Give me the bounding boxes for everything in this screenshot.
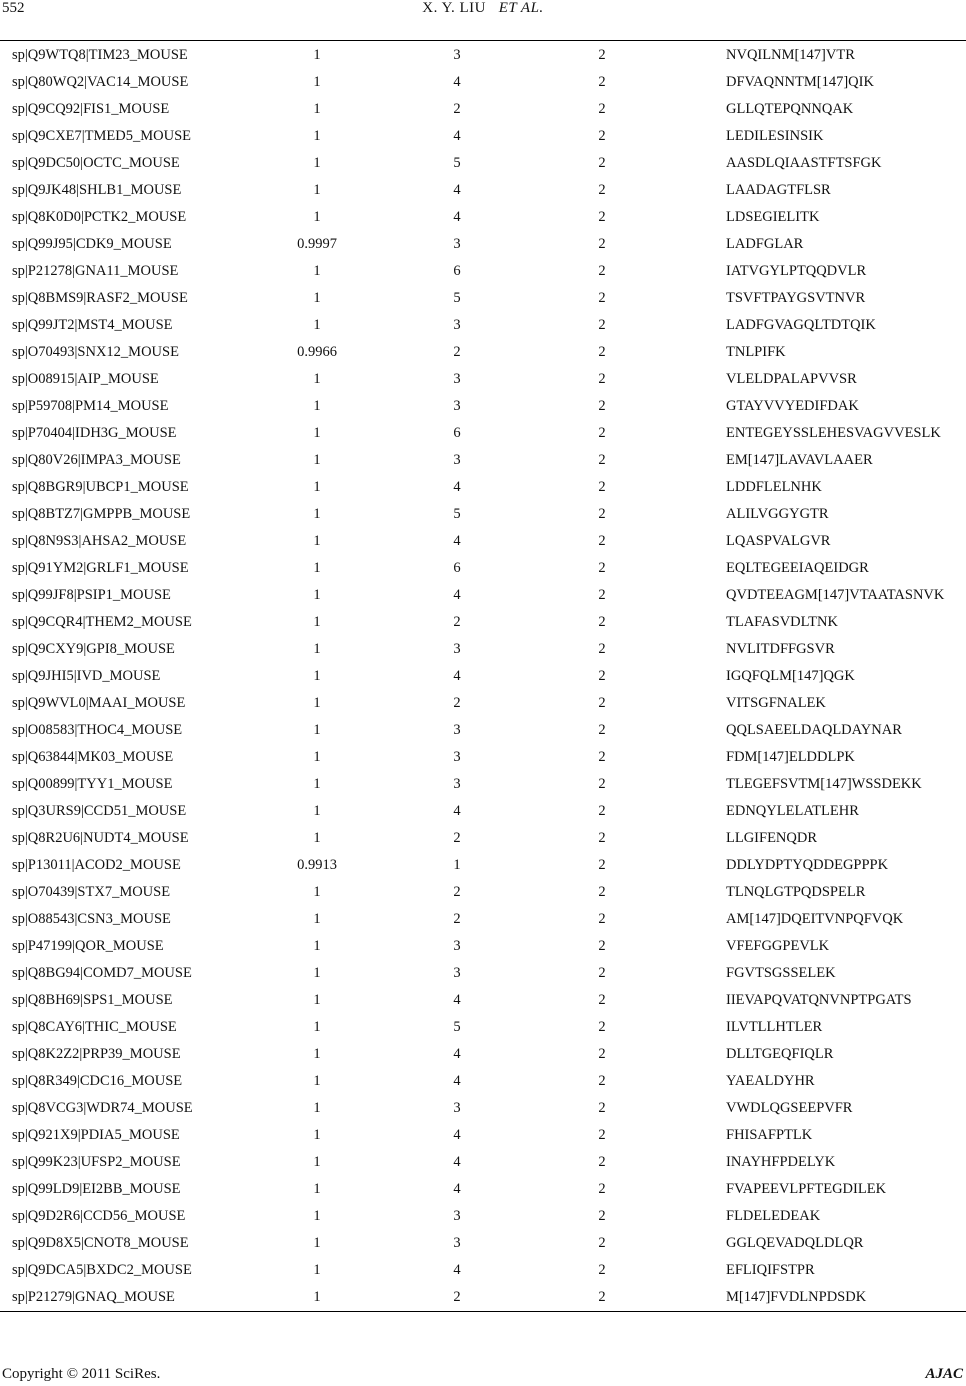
- peptide-count-cell: 4: [453, 1181, 461, 1197]
- peptide-sequence-cell: TNLPIFK: [726, 344, 786, 360]
- journal-abbrev: AJAC: [925, 1366, 963, 1382]
- probability-cell: 0.9966: [297, 344, 337, 360]
- probability-cell: 1: [313, 290, 321, 306]
- peptide-sequence-cell: ENTEGEYSSLEHESVAGVVESLK: [726, 425, 941, 441]
- charge-cell: 2: [598, 668, 606, 684]
- peptide-sequence-cell: GLLQTEPQNNQAK: [726, 101, 854, 117]
- probability-cell: 1: [313, 128, 321, 144]
- protein-accession-cell: sp|Q63844|MK03_MOUSE: [12, 749, 174, 765]
- table-row: [0, 1230, 966, 1257]
- probability-cell: 1: [313, 749, 321, 765]
- peptide-count-cell: 2: [453, 344, 461, 360]
- protein-accession-cell: sp|O70493|SNX12_MOUSE: [12, 344, 179, 360]
- probability-cell: 1: [313, 47, 321, 63]
- table-row: [0, 987, 966, 1014]
- table-row: [0, 798, 966, 825]
- table-row: [0, 42, 966, 69]
- table-row: [0, 960, 966, 987]
- protein-accession-cell: sp|Q9CQ92|FIS1_MOUSE: [12, 101, 170, 117]
- peptide-sequence-cell: NVQILNM[147]VTR: [726, 47, 855, 63]
- protein-accession-cell: sp|Q9CXY9|GPI8_MOUSE: [12, 641, 175, 657]
- protein-accession-cell: sp|O08915|AIP_MOUSE: [12, 371, 159, 387]
- peptide-sequence-cell: LLGIFENQDR: [726, 830, 818, 846]
- peptide-sequence-cell: QVDTEEAGM[147]VTAATASNVK: [726, 587, 945, 603]
- charge-cell: 2: [598, 1235, 606, 1251]
- peptide-sequence-cell: INAYHFPDELYK: [726, 1154, 836, 1170]
- peptide-count-cell: 3: [453, 236, 461, 252]
- protein-accession-cell: sp|O08583|THOC4_MOUSE: [12, 722, 183, 738]
- peptide-sequence-cell: EFLIQIFSTPR: [726, 1262, 815, 1278]
- table-row: [0, 1068, 966, 1095]
- table-row: [0, 1284, 966, 1311]
- protein-accession-cell: sp|Q99J95|CDK9_MOUSE: [12, 236, 172, 252]
- probability-cell: 1: [313, 938, 321, 954]
- probability-cell: 1: [313, 1235, 321, 1251]
- header-rule: [0, 40, 966, 41]
- peptide-sequence-cell: ILVTLLHTLER: [726, 1019, 823, 1035]
- peptide-count-cell: 3: [453, 722, 461, 738]
- table-row: [0, 339, 966, 366]
- charge-cell: 2: [598, 371, 606, 387]
- peptide-sequence-cell: FDM[147]ELDDLPK: [726, 749, 855, 765]
- probability-cell: 1: [313, 614, 321, 630]
- protein-accession-cell: sp|Q8BMS9|RASF2_MOUSE: [12, 290, 188, 306]
- protein-accession-cell: sp|P21279|GNAQ_MOUSE: [12, 1289, 175, 1305]
- peptide-sequence-cell: NVLITDFFGSVR: [726, 641, 835, 657]
- charge-cell: 2: [598, 128, 606, 144]
- probability-cell: 1: [313, 695, 321, 711]
- protein-accession-cell: sp|Q3URS9|CCD51_MOUSE: [12, 803, 187, 819]
- table-row: [0, 663, 966, 690]
- protein-accession-cell: sp|Q8N9S3|AHSA2_MOUSE: [12, 533, 187, 549]
- protein-accession-cell: sp|P59708|PM14_MOUSE: [12, 398, 169, 414]
- charge-cell: 2: [598, 506, 606, 522]
- charge-cell: 2: [598, 1289, 606, 1305]
- probability-cell: 1: [313, 911, 321, 927]
- protein-accession-cell: sp|Q9CXE7|TMED5_MOUSE: [12, 128, 192, 144]
- peptide-count-cell: 2: [453, 695, 461, 711]
- table-row: [0, 582, 966, 609]
- peptide-sequence-cell: FLDELEDEAK: [726, 1208, 821, 1224]
- peptide-count-cell: 2: [453, 1289, 461, 1305]
- peptide-count-cell: 2: [453, 101, 461, 117]
- protein-accession-cell: sp|Q99JT2|MST4_MOUSE: [12, 317, 173, 333]
- peptide-count-cell: 3: [453, 749, 461, 765]
- charge-cell: 2: [598, 830, 606, 846]
- peptide-count-cell: 5: [453, 506, 461, 522]
- charge-cell: 2: [598, 1262, 606, 1278]
- protein-accession-cell: sp|Q99K23|UFSP2_MOUSE: [12, 1154, 181, 1170]
- table-row: [0, 528, 966, 555]
- table-row: [0, 285, 966, 312]
- peptide-sequence-cell: LQASPVALGVR: [726, 533, 831, 549]
- charge-cell: 2: [598, 992, 606, 1008]
- table-row: [0, 96, 966, 123]
- probability-cell: 0.9913: [297, 857, 337, 873]
- probability-cell: 1: [313, 1208, 321, 1224]
- probability-cell: 1: [313, 398, 321, 414]
- table-row: [0, 1095, 966, 1122]
- charge-cell: 2: [598, 1181, 606, 1197]
- charge-cell: 2: [598, 479, 606, 495]
- charge-cell: 2: [598, 587, 606, 603]
- protein-accession-cell: sp|Q9DCA5|BXDC2_MOUSE: [12, 1262, 192, 1278]
- table-row: [0, 825, 966, 852]
- charge-cell: 2: [598, 1019, 606, 1035]
- protein-accession-cell: sp|P21278|GNA11_MOUSE: [12, 263, 179, 279]
- probability-cell: 1: [313, 263, 321, 279]
- charge-cell: 2: [598, 533, 606, 549]
- peptide-count-cell: 3: [453, 1208, 461, 1224]
- table-row: [0, 177, 966, 204]
- protein-accession-cell: sp|Q99LD9|EI2BB_MOUSE: [12, 1181, 181, 1197]
- peptide-sequence-cell: TLEGEFSVTM[147]WSSDEKK: [726, 776, 922, 792]
- charge-cell: 2: [598, 857, 606, 873]
- table-row: [0, 69, 966, 96]
- protein-accession-cell: sp|Q8BG94|COMD7_MOUSE: [12, 965, 192, 981]
- protein-accession-cell: sp|Q8BH69|SPS1_MOUSE: [12, 992, 173, 1008]
- protein-accession-cell: sp|Q8K2Z2|PRP39_MOUSE: [12, 1046, 181, 1062]
- table-row: [0, 123, 966, 150]
- charge-cell: 2: [598, 209, 606, 225]
- peptide-count-cell: 6: [453, 425, 461, 441]
- peptide-sequence-cell: LADFGLAR: [726, 236, 804, 252]
- table-row: [0, 690, 966, 717]
- peptide-count-cell: 3: [453, 1100, 461, 1116]
- probability-cell: 1: [313, 641, 321, 657]
- protein-accession-cell: sp|Q80WQ2|VAC14_MOUSE: [12, 74, 189, 90]
- charge-cell: 2: [598, 938, 606, 954]
- peptide-count-cell: 4: [453, 1154, 461, 1170]
- charge-cell: 2: [598, 641, 606, 657]
- charge-cell: 2: [598, 911, 606, 927]
- charge-cell: 2: [598, 1154, 606, 1170]
- peptide-count-cell: 4: [453, 1127, 461, 1143]
- peptide-count-cell: 4: [453, 587, 461, 603]
- probability-cell: 1: [313, 425, 321, 441]
- peptide-sequence-cell: EM[147]LAVAVLAAER: [726, 452, 873, 468]
- peptide-sequence-cell: DDLYDPTYQDDEGPPPK: [726, 857, 889, 873]
- probability-cell: 1: [313, 1154, 321, 1170]
- peptide-sequence-cell: YAEALDYHR: [726, 1073, 815, 1089]
- table-row: [0, 1041, 966, 1068]
- charge-cell: 2: [598, 155, 606, 171]
- probability-cell: 1: [313, 74, 321, 90]
- protein-accession-cell: sp|Q9WTQ8|TIM23_MOUSE: [12, 47, 188, 63]
- peptide-sequence-cell: LEDILESINSIK: [726, 128, 824, 144]
- peptide-sequence-cell: GGLQEVADQLDLQR: [726, 1235, 864, 1251]
- protein-accession-cell: sp|Q921X9|PDIA5_MOUSE: [12, 1127, 180, 1143]
- table-row: [0, 933, 966, 960]
- protein-accession-cell: sp|Q8R2U6|NUDT4_MOUSE: [12, 830, 189, 846]
- probability-cell: 1: [313, 506, 321, 522]
- peptide-count-cell: 3: [453, 47, 461, 63]
- table-row: [0, 636, 966, 663]
- peptide-sequence-cell: VLELDPALAPVVSR: [726, 371, 857, 387]
- peptide-count-cell: 6: [453, 560, 461, 576]
- charge-cell: 2: [598, 182, 606, 198]
- peptide-count-cell: 2: [453, 614, 461, 630]
- table-row: [0, 150, 966, 177]
- protein-accession-cell: sp|O70439|STX7_MOUSE: [12, 884, 171, 900]
- peptide-sequence-cell: M[147]FVDLNPDSDK: [726, 1289, 867, 1305]
- table-row: [0, 555, 966, 582]
- table-row: [0, 1203, 966, 1230]
- table-row: [0, 1149, 966, 1176]
- peptide-count-cell: 3: [453, 938, 461, 954]
- peptide-count-cell: 4: [453, 668, 461, 684]
- charge-cell: 2: [598, 425, 606, 441]
- peptide-count-cell: 2: [453, 884, 461, 900]
- table-row: [0, 852, 966, 879]
- charge-cell: 2: [598, 722, 606, 738]
- peptide-count-cell: 4: [453, 1262, 461, 1278]
- peptide-sequence-cell: FGVTSGSSELEK: [726, 965, 836, 981]
- peptide-count-cell: 3: [453, 1235, 461, 1251]
- protein-accession-cell: sp|Q8R349|CDC16_MOUSE: [12, 1073, 183, 1089]
- table-row: [0, 420, 966, 447]
- peptide-sequence-cell: IIEVAPQVATQNVNPTPGATS: [726, 992, 912, 1008]
- protein-accession-cell: sp|Q00899|TYY1_MOUSE: [12, 776, 173, 792]
- probability-cell: 1: [313, 1289, 321, 1305]
- probability-cell: 1: [313, 1019, 321, 1035]
- probability-cell: 1: [313, 479, 321, 495]
- peptide-count-cell: 4: [453, 74, 461, 90]
- probability-cell: 1: [313, 992, 321, 1008]
- peptide-sequence-cell: VITSGFNALEK: [726, 695, 826, 711]
- probability-cell: 1: [313, 452, 321, 468]
- peptide-sequence-cell: TSVFTPAYGSVTNVR: [726, 290, 866, 306]
- probability-cell: 1: [313, 587, 321, 603]
- peptide-count-cell: 5: [453, 290, 461, 306]
- protein-table: [0, 42, 966, 1311]
- peptide-count-cell: 4: [453, 182, 461, 198]
- charge-cell: 2: [598, 965, 606, 981]
- probability-cell: 1: [313, 155, 321, 171]
- probability-cell: 1: [313, 884, 321, 900]
- charge-cell: 2: [598, 884, 606, 900]
- probability-cell: 1: [313, 830, 321, 846]
- table-row: [0, 1257, 966, 1284]
- peptide-count-cell: 4: [453, 479, 461, 495]
- table-row: [0, 393, 966, 420]
- peptide-sequence-cell: AASDLQIAASTFTSFGK: [726, 155, 882, 171]
- peptide-count-cell: 4: [453, 1046, 461, 1062]
- table-bottom-rule: [0, 1311, 966, 1312]
- probability-cell: 1: [313, 965, 321, 981]
- peptide-count-cell: 3: [453, 641, 461, 657]
- probability-cell: 1: [313, 1181, 321, 1197]
- table-row: [0, 204, 966, 231]
- probability-cell: 1: [313, 776, 321, 792]
- peptide-sequence-cell: TLNQLGTPQDSPELR: [726, 884, 866, 900]
- peptide-count-cell: 3: [453, 965, 461, 981]
- charge-cell: 2: [598, 101, 606, 117]
- charge-cell: 2: [598, 1073, 606, 1089]
- probability-cell: 1: [313, 1100, 321, 1116]
- protein-accession-cell: sp|Q8CAY6|THIC_MOUSE: [12, 1019, 177, 1035]
- charge-cell: 2: [598, 1127, 606, 1143]
- peptide-count-cell: 4: [453, 1073, 461, 1089]
- peptide-sequence-cell: FHISAFPTLK: [726, 1127, 813, 1143]
- table-row: [0, 906, 966, 933]
- charge-cell: 2: [598, 344, 606, 360]
- protein-accession-cell: sp|Q9D2R6|CCD56_MOUSE: [12, 1208, 186, 1224]
- peptide-count-cell: 1: [453, 857, 461, 873]
- protein-accession-cell: sp|Q99JF8|PSIP1_MOUSE: [12, 587, 171, 603]
- table-row: [0, 258, 966, 285]
- protein-accession-cell: sp|Q8VCG3|WDR74_MOUSE: [12, 1100, 193, 1116]
- table-row: [0, 1176, 966, 1203]
- protein-accession-cell: sp|Q9DC50|OCTC_MOUSE: [12, 155, 180, 171]
- protein-accession-cell: sp|Q9WVL0|MAAI_MOUSE: [12, 695, 186, 711]
- peptide-sequence-cell: QQLSAEELDAQLDAYNAR: [726, 722, 902, 738]
- charge-cell: 2: [598, 74, 606, 90]
- probability-cell: 1: [313, 182, 321, 198]
- peptide-count-cell: 6: [453, 263, 461, 279]
- protein-accession-cell: sp|Q9CQR4|THEM2_MOUSE: [12, 614, 192, 630]
- charge-cell: 2: [598, 317, 606, 333]
- peptide-count-cell: 3: [453, 398, 461, 414]
- peptide-sequence-cell: IGQFQLM[147]QGK: [726, 668, 855, 684]
- charge-cell: 2: [598, 1100, 606, 1116]
- peptide-sequence-cell: DFVAQNNTM[147]QIK: [726, 74, 874, 90]
- peptide-sequence-cell: LDSEGIELITK: [726, 209, 820, 225]
- protein-accession-cell: sp|Q80V26|IMPA3_MOUSE: [12, 452, 181, 468]
- table-row: [0, 717, 966, 744]
- protein-accession-cell: sp|Q91YM2|GRLF1_MOUSE: [12, 560, 189, 576]
- peptide-count-cell: 2: [453, 830, 461, 846]
- charge-cell: 2: [598, 803, 606, 819]
- charge-cell: 2: [598, 398, 606, 414]
- probability-cell: 1: [313, 1262, 321, 1278]
- peptide-sequence-cell: IATVGYLPTQQDVLR: [726, 263, 867, 279]
- peptide-count-cell: 4: [453, 533, 461, 549]
- protein-accession-cell: sp|Q9JK48|SHLB1_MOUSE: [12, 182, 182, 198]
- protein-accession-cell: sp|O88543|CSN3_MOUSE: [12, 911, 171, 927]
- peptide-sequence-cell: EQLTEGEEIAQEIDGR: [726, 560, 869, 576]
- protein-accession-cell: sp|P47199|QOR_MOUSE: [12, 938, 164, 954]
- probability-cell: 1: [313, 560, 321, 576]
- table-row: [0, 501, 966, 528]
- peptide-count-cell: 4: [453, 803, 461, 819]
- probability-cell: 1: [313, 668, 321, 684]
- table-row: [0, 744, 966, 771]
- running-head-authors: X. Y. LIU: [422, 0, 486, 16]
- peptide-count-cell: 3: [453, 371, 461, 387]
- protein-accession-cell: sp|P70404|IDH3G_MOUSE: [12, 425, 177, 441]
- table-row: [0, 231, 966, 258]
- peptide-sequence-cell: FVAPEEVLPFTEGDILEK: [726, 1181, 887, 1197]
- probability-cell: 1: [313, 722, 321, 738]
- charge-cell: 2: [598, 560, 606, 576]
- running-head-et-al: ET AL.: [498, 0, 544, 16]
- probability-cell: 1: [313, 371, 321, 387]
- protein-accession-cell: sp|Q8K0D0|PCTK2_MOUSE: [12, 209, 187, 225]
- peptide-count-cell: 4: [453, 128, 461, 144]
- peptide-count-cell: 4: [453, 992, 461, 1008]
- peptide-sequence-cell: VWDLQGSEEPVFR: [726, 1100, 853, 1116]
- probability-cell: 1: [313, 1073, 321, 1089]
- charge-cell: 2: [598, 263, 606, 279]
- running-head: [0, 0, 966, 17]
- peptide-sequence-cell: VFEFGGPEVLK: [726, 938, 830, 954]
- peptide-count-cell: 3: [453, 776, 461, 792]
- protein-accession-cell: sp|Q8BGR9|UBCP1_MOUSE: [12, 479, 189, 495]
- peptide-sequence-cell: DLLTGEQFIQLR: [726, 1046, 834, 1062]
- probability-cell: 1: [313, 1046, 321, 1062]
- peptide-sequence-cell: EDNQYLELATLEHR: [726, 803, 859, 819]
- table-row: [0, 879, 966, 906]
- peptide-count-cell: 2: [453, 911, 461, 927]
- charge-cell: 2: [598, 695, 606, 711]
- peptide-count-cell: 3: [453, 452, 461, 468]
- charge-cell: 2: [598, 614, 606, 630]
- protein-accession-cell: sp|Q9JHI5|IVD_MOUSE: [12, 668, 161, 684]
- charge-cell: 2: [598, 290, 606, 306]
- probability-cell: 1: [313, 209, 321, 225]
- probability-cell: 1: [313, 101, 321, 117]
- peptide-sequence-cell: ALILVGGYGTR: [726, 506, 829, 522]
- copyright-notice: Copyright © 2011 SciRes.: [2, 1366, 161, 1382]
- table-row: [0, 1014, 966, 1041]
- table-row: [0, 771, 966, 798]
- protein-accession-cell: sp|Q8BTZ7|GMPPB_MOUSE: [12, 506, 191, 522]
- charge-cell: 2: [598, 749, 606, 765]
- table-row: [0, 609, 966, 636]
- peptide-count-cell: 3: [453, 317, 461, 333]
- table-row: [0, 312, 966, 339]
- charge-cell: 2: [598, 452, 606, 468]
- peptide-count-cell: 5: [453, 1019, 461, 1035]
- page-number: 552: [2, 0, 25, 16]
- probability-cell: 1: [313, 533, 321, 549]
- probability-cell: 1: [313, 317, 321, 333]
- peptide-sequence-cell: LDDFLELNHK: [726, 479, 822, 495]
- protein-table-body: [0, 42, 966, 1311]
- probability-cell: 1: [313, 803, 321, 819]
- probability-cell: 1: [313, 1127, 321, 1143]
- charge-cell: 2: [598, 776, 606, 792]
- charge-cell: 2: [598, 47, 606, 63]
- peptide-count-cell: 4: [453, 209, 461, 225]
- peptide-count-cell: 5: [453, 155, 461, 171]
- charge-cell: 2: [598, 236, 606, 252]
- protein-accession-cell: sp|P13011|ACOD2_MOUSE: [12, 857, 181, 873]
- peptide-sequence-cell: TLAFASVDLTNK: [726, 614, 838, 630]
- table-row: [0, 366, 966, 393]
- table-row: [0, 1122, 966, 1149]
- probability-cell: 0.9997: [297, 236, 337, 252]
- peptide-sequence-cell: GTAYVVYEDIFDAK: [726, 398, 859, 414]
- peptide-sequence-cell: LADFGVAGQLTDTQIK: [726, 317, 876, 333]
- peptide-sequence-cell: AM[147]DQEITVNPQFVQK: [726, 911, 904, 927]
- protein-accession-cell: sp|Q9D8X5|CNOT8_MOUSE: [12, 1235, 189, 1251]
- table-row: [0, 447, 966, 474]
- table-row: [0, 474, 966, 501]
- peptide-sequence-cell: LAADAGTFLSR: [726, 182, 831, 198]
- charge-cell: 2: [598, 1046, 606, 1062]
- charge-cell: 2: [598, 1208, 606, 1224]
